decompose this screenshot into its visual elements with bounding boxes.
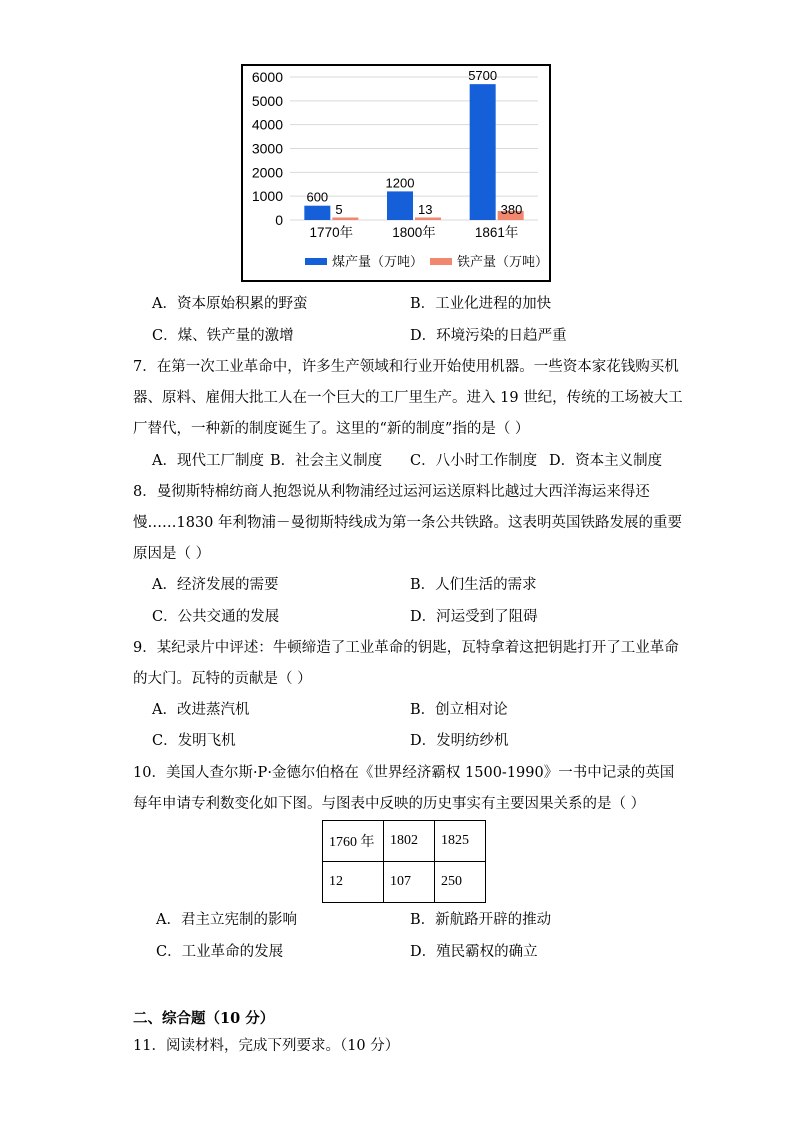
q9-option-b: B．创立相对论	[410, 702, 508, 718]
q8-stem-line1: 8．曼彻斯特棉纺商人抱怨说从利物浦经过运河运送原料比越过大西洋海运来得还	[133, 484, 650, 500]
legend-label: 煤产量（万吨）	[332, 254, 424, 269]
data-label: 380	[500, 202, 523, 217]
y-tick-label: 2000	[251, 164, 283, 181]
q6-option-c: C．煤、铁产量的激增	[152, 328, 294, 344]
q7-option-b: B．社会主义制度	[270, 453, 383, 469]
q9-option-d: D．发明纺纱机	[410, 733, 509, 749]
q7-stem-line2: 器、原料、雇佣大批工人在一个巨大的工厂里生产。进入 19 世纪，传统的工场被大工	[133, 390, 683, 406]
q10-option-d: D．殖民霸权的确立	[410, 944, 538, 960]
q7-stem-line1: 7．在第一次工业革命中，许多生产领域和行业开始使用机器。一些资本家花钱购买机	[133, 359, 679, 375]
q6-option-b: B．工业化进程的加快	[410, 296, 552, 312]
q7-option-c: C．八小时工作制度	[410, 453, 538, 469]
table-cell: 1825	[435, 821, 486, 862]
q8-option-b: B．人们生活的需求	[410, 577, 537, 593]
legend-label: 铁产量（万吨）	[457, 254, 549, 269]
q8-stem-line2: 慢……1830 年利物浦－曼彻斯特线成为第一条公共铁路。这表明英国铁路发展的重要	[133, 515, 683, 531]
data-label: 5700	[468, 68, 498, 84]
bar	[332, 218, 358, 221]
y-tick-label: 4000	[251, 116, 283, 133]
q10-option-b: B．新航路开辟的推动	[410, 912, 552, 928]
q7-option-d: D．资本主义制度	[549, 453, 663, 469]
section-title: 二、综合题（10 分）	[133, 1010, 275, 1027]
data-label: 13	[418, 202, 433, 217]
bar	[387, 191, 413, 220]
q10-stem-line2: 每年申请专利数变化如下图。与图表中反映的历史事实有主要因果关系的是（ ）	[133, 796, 646, 812]
q7-stem-line3: 厂替代，一种新的制度诞生了。这里的“新的制度”指的是（ ）	[133, 421, 530, 437]
q11-stem: 11．阅读材料，完成下列要求。（10 分）	[133, 1038, 400, 1054]
q6-option-d: D．环境污染的日趋严重	[410, 328, 567, 344]
x-tick-label: 1800年	[392, 225, 436, 240]
patent-table	[322, 820, 486, 903]
table-row	[323, 821, 486, 862]
y-tick-label: 0	[275, 212, 283, 228]
q8-option-a: A．经济发展的需要	[152, 577, 279, 593]
table-cell: 1802	[384, 821, 435, 862]
q10-option-c: C．工业革命的发展	[156, 944, 284, 960]
data-label: 600	[306, 189, 329, 205]
bar	[415, 218, 441, 221]
table-row	[323, 862, 486, 903]
bar	[304, 206, 330, 220]
y-tick-label: 1000	[251, 188, 283, 205]
table-cell: 12	[323, 862, 384, 903]
table-cell: 1760 年	[323, 821, 384, 862]
q10-option-a: A．君主立宪制的影响	[156, 912, 297, 928]
q9-option-a: A．改进蒸汽机	[152, 702, 250, 718]
y-tick-label: 3000	[251, 140, 283, 157]
q7-option-a: A．现代工厂制度	[152, 453, 264, 469]
legend-swatch	[430, 258, 452, 265]
x-tick-label: 1861年	[474, 225, 519, 240]
q6-option-a: A．资本原始积累的野蛮	[152, 296, 308, 312]
q9-stem-line1: 9．某纪录片中评述：牛顿缔造了工业革命的钥匙，瓦特拿着这把钥匙打开了工业革命	[133, 640, 679, 656]
q8-option-d: D．河运受到了阻碍	[410, 609, 538, 625]
q10-stem-line1: 10．美国人查尔斯·P·金德尔伯格在《世界经济霸权 1500-1990》一书中记录的英国	[133, 765, 675, 781]
q8-stem-line3: 原因是（ ）	[133, 546, 211, 562]
legend-swatch	[305, 258, 327, 265]
q8-option-c: C．公共交通的发展	[152, 609, 280, 625]
table-cell: 250	[435, 862, 486, 903]
q9-stem-line2: 的大门。瓦特的贡献是（ ）	[133, 671, 312, 687]
y-tick-label: 5000	[251, 92, 283, 109]
data-label: 1200	[385, 175, 415, 191]
bar-chart	[241, 64, 551, 282]
x-tick-label: 1770年	[309, 225, 354, 240]
data-label: 5	[335, 202, 343, 217]
y-tick-label: 6000	[251, 69, 283, 85]
bar	[470, 84, 496, 220]
q9-option-c: C．发明飞机	[152, 733, 236, 749]
chart-svg	[243, 66, 549, 280]
table-cell: 107	[384, 862, 435, 903]
